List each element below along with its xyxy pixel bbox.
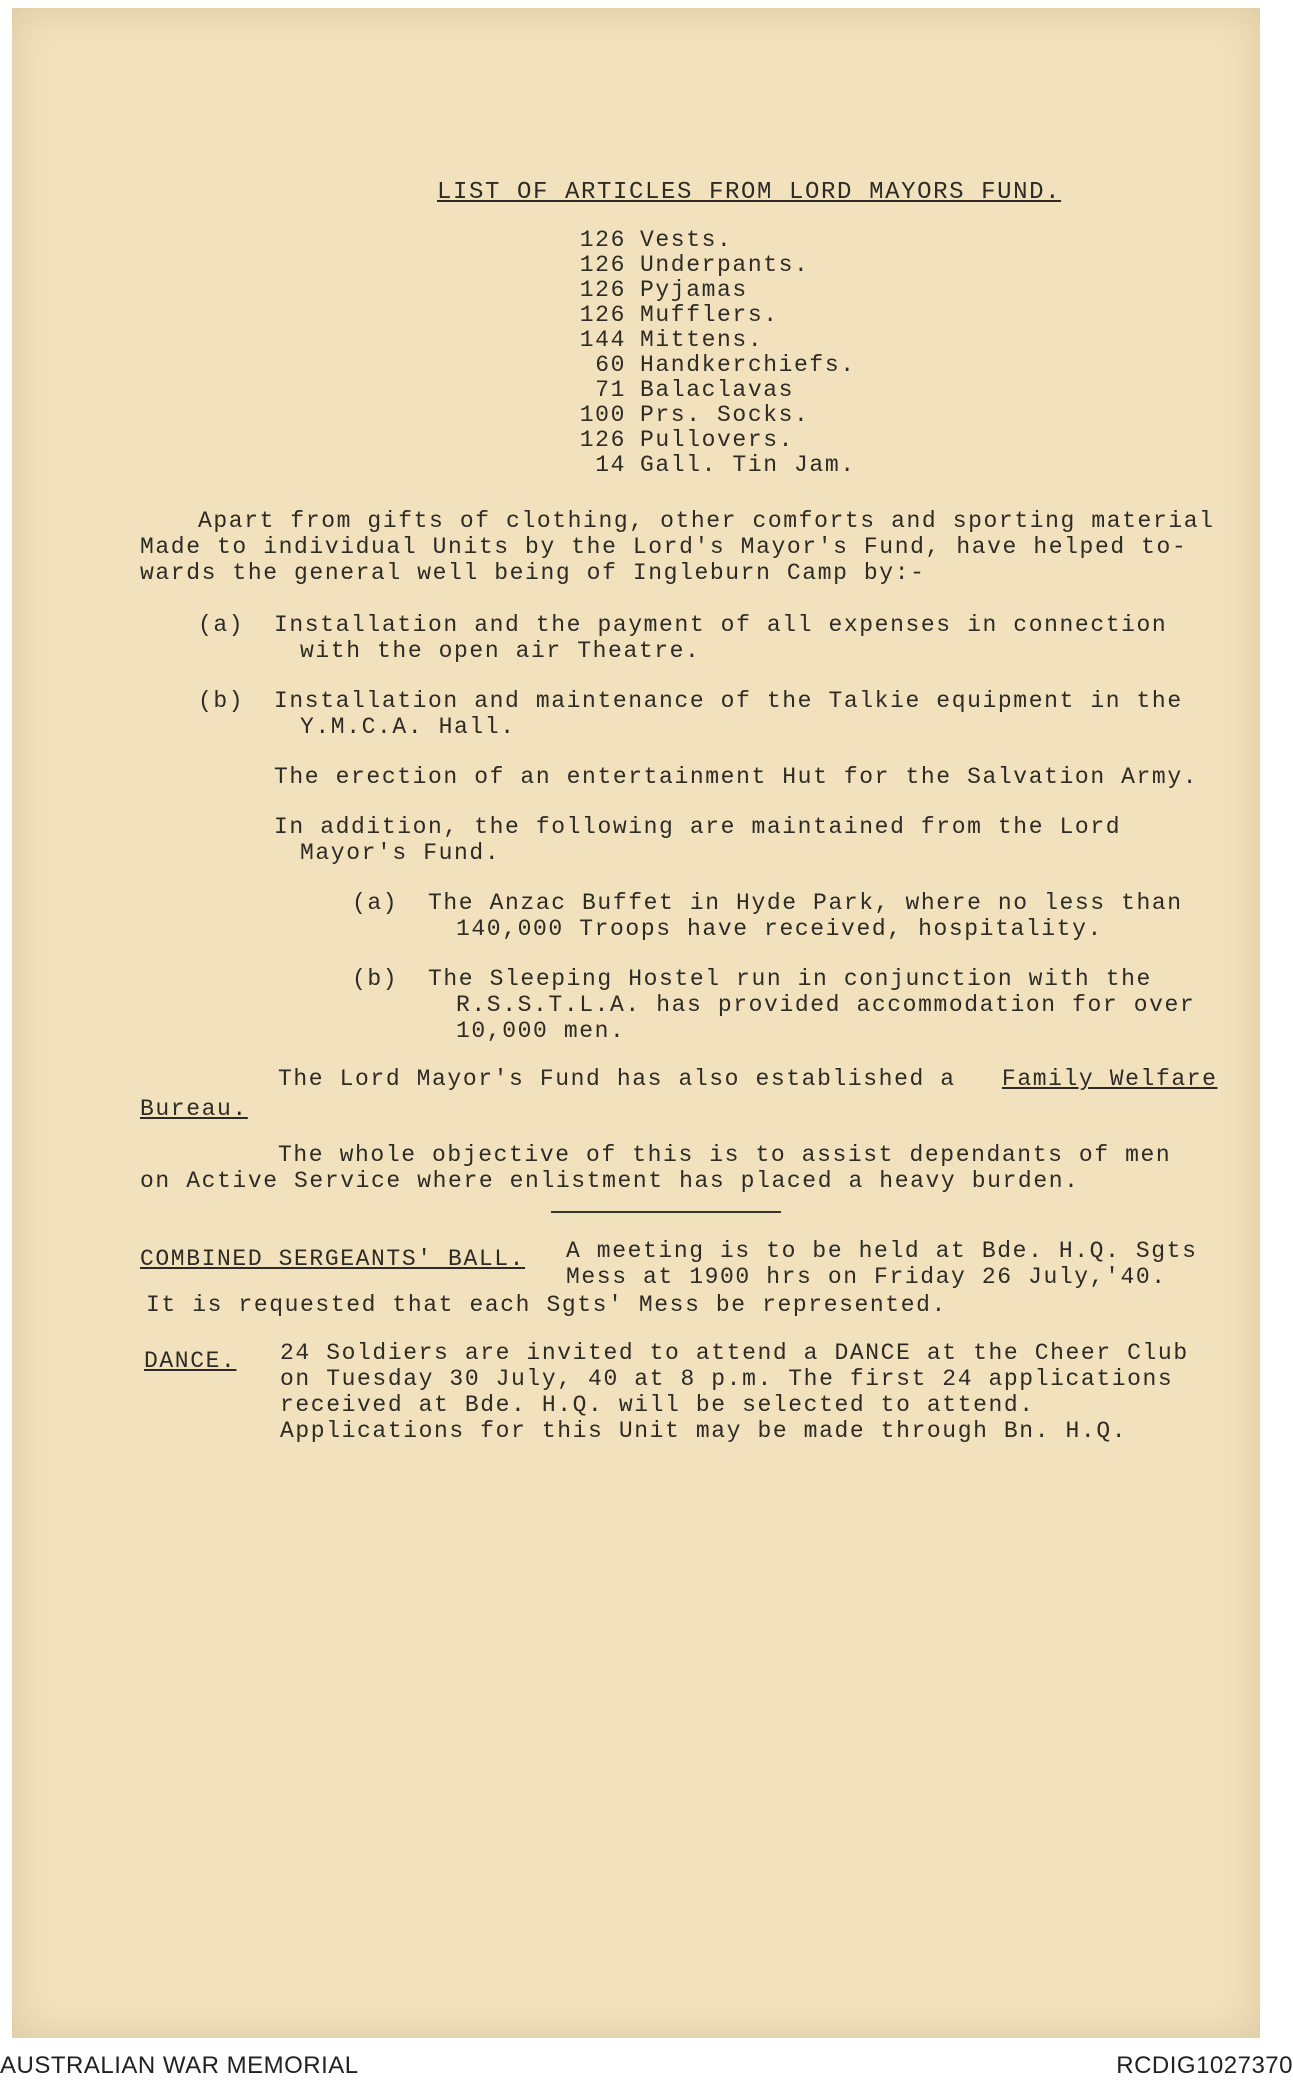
addition-line-2: Mayor's Fund. (300, 840, 501, 866)
point-a-line-2: with the open air Theatre. (300, 638, 701, 664)
item-name: Mittens. (640, 327, 764, 353)
erection-line: The erection of an entertainment Hut for the Salvation Army. (274, 764, 1199, 790)
item-name: Mufflers. (640, 302, 779, 328)
item-name: Underpants. (640, 252, 810, 278)
ball-heading: COMBINED SERGEANTS' BALL. (140, 1246, 526, 1272)
list-item (570, 228, 856, 253)
list-item (570, 453, 856, 478)
dance-line-3: received at Bde. H.Q. will be selected to attend. (280, 1392, 1035, 1418)
item-name: Handkerchiefs. (640, 352, 856, 378)
ball-line-3: It is requested that each Sgts' Mess be represented. (146, 1292, 947, 1318)
item-name: Vests. (640, 227, 733, 253)
items-list (570, 228, 856, 478)
family-welfare-text: Family Welfare (1001, 1066, 1218, 1092)
footer-id: RCDIG1027370 (1116, 2052, 1293, 2079)
sub-a-line-1: The Anzac Buffet in Hyde Park, where no less than (428, 890, 1183, 916)
list-item (570, 303, 856, 328)
list-item (570, 253, 856, 278)
intro-line-3: wards the general well being of Ingleburn Camp by:- (140, 560, 926, 586)
item-name: Pullovers. (640, 427, 795, 453)
list-item (570, 328, 856, 353)
list-item (570, 378, 856, 403)
dance-line-2: on Tuesday 30 July, 40 at 8 p.m. The first 24 applications (280, 1366, 1174, 1392)
objective-line-1: The whole objective of this is to assist dependants of men (278, 1142, 1172, 1168)
sub-b-line-1: The Sleeping Hostel run in conjunction with the (428, 966, 1152, 992)
point-a-line-1: Installation and the payment of all expenses in connection (274, 612, 1168, 638)
item-quantity: 100 (579, 402, 626, 428)
item-name: Balaclavas (640, 377, 795, 403)
objective-line-2: on Active Service where enlistment has placed a heavy burden. (140, 1168, 1080, 1194)
ball-line-1: A meeting is to be held at Bde. H.Q. Sgts (566, 1238, 1198, 1264)
item-quantity: 126 (579, 252, 626, 278)
item-name: Prs. Socks. (640, 402, 810, 428)
list-item (570, 428, 856, 453)
addition-line-1: In addition, the following are maintained from the Lord (274, 814, 1122, 840)
intro-line-2: Made to individual Units by the Lord's Mayor's Fund, have helped to- (140, 534, 1188, 560)
sub-b-marker: (b) (352, 966, 399, 992)
item-quantity: 126 (579, 302, 626, 328)
footer-credit: AUSTRALIAN WAR MEMORIAL (0, 2052, 359, 2079)
point-b-line-2: Y.M.C.A. Hall. (300, 714, 516, 740)
dance-line-4: Applications for this Unit may be made through Bn. H.Q. (280, 1418, 1128, 1444)
point-b-line-1: Installation and maintenance of the Talkie equipment in the (274, 688, 1183, 714)
sub-b-line-2: R.S.S.T.L.A. has provided accommodation for over (456, 992, 1196, 1018)
welfare-text: The Lord Mayor's Fund has also established a (278, 1066, 956, 1092)
intro-line-1: Apart from gifts of clothing, other comforts and sporting material (198, 508, 1215, 534)
sub-a-marker: (a) (352, 890, 399, 916)
item-quantity: 126 (579, 277, 626, 303)
item-quantity: 126 (579, 227, 626, 253)
item-quantity: 60 (595, 352, 626, 378)
item-quantity: 144 (579, 327, 626, 353)
welfare-line-1 (278, 1066, 1218, 1092)
sub-a-line-2: 140,000 Troops have received, hospitality. (456, 916, 1103, 942)
welfare-line-2: Bureau. (140, 1096, 248, 1122)
document-title: LIST OF ARTICLES FROM LORD MAYORS FUND. (437, 179, 1062, 206)
list-item (570, 353, 856, 378)
sub-b-line-3: 10,000 men. (456, 1018, 626, 1044)
dance-heading: DANCE. (144, 1348, 237, 1374)
section-divider (551, 1211, 781, 1213)
item-quantity: 126 (579, 427, 626, 453)
item-name: Gall. Tin Jam. (640, 452, 856, 478)
point-b-marker: (b) (198, 688, 245, 714)
item-quantity: 14 (595, 452, 626, 478)
dance-line-1: 24 Soldiers are invited to attend a DANCE at the Cheer Club (280, 1340, 1189, 1366)
list-item (570, 403, 856, 428)
list-item (570, 278, 856, 303)
item-name: Pyjamas (640, 277, 748, 303)
item-quantity: 71 (595, 377, 626, 403)
point-a-marker: (a) (198, 612, 245, 638)
ball-line-2: Mess at 1900 hrs on Friday 26 July,'40. (566, 1264, 1167, 1290)
